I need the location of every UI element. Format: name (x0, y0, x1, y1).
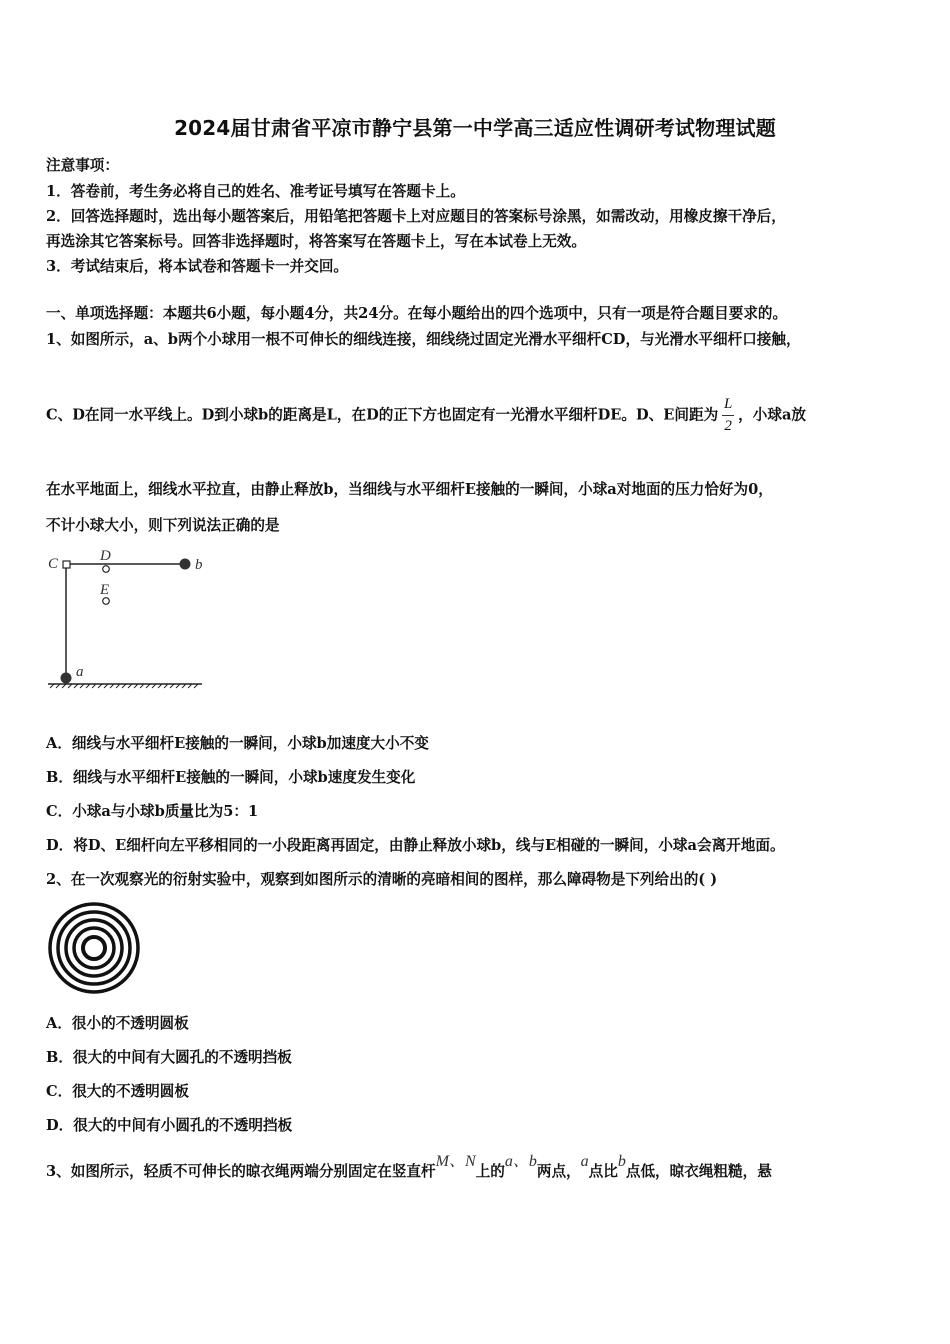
q3-text: 两点， (536, 1163, 581, 1180)
notice-item: 再选涂其它答案标号。回答非选择题时，将答案写在答题卡上，写在本试卷上无效。 (46, 233, 586, 250)
q3-text: 点比 (588, 1163, 618, 1180)
math-ab: a、b (504, 1153, 537, 1170)
q2-option-a: A．很小的不透明圆板 (46, 1015, 189, 1032)
q2-option-d: D．很大的中间有小圆孔的不透明挡板 (46, 1117, 293, 1134)
q2-stem: 2、在一次观察光的衍射实验中，观察到如图所示的清晰的亮暗相间的图样，那么障碍物是下列给出的( ) (46, 871, 718, 888)
q2-option-b: B．很大的中间有大圆孔的不透明挡板 (46, 1049, 292, 1066)
q1-stem-line: 1、如图所示，a、b两个小球用一根不可伸长的细线连接，细线绕过固定光滑水平细杆CD，与光滑水平细杆口接触， (46, 331, 801, 348)
math-a: a (580, 1153, 589, 1170)
q3-stem-line (46, 1153, 772, 1181)
notice-item: 3．考试结束后，将本试卷和答题卡一并交回。 (46, 258, 349, 275)
section-heading: 一、单项选择题：本题共6小题，每小题4分，共24分。在每小题给出的四个选项中，只有一项是符合题目要求的。 (46, 305, 788, 322)
label-b: b (195, 557, 203, 573)
ball-a (61, 673, 72, 684)
q1-option-a: A．细线与水平细杆E接触的一瞬间，小球b加速度大小不变 (46, 735, 429, 752)
fraction-l-over-2 (722, 396, 734, 435)
notice-item: 2．回答选择题时，选出每小题答案后，用铅笔把答题卡上对应题目的答案标号涂黑，如需改动，用橡皮擦干净后， (46, 208, 786, 225)
q1-stem-line (46, 396, 806, 435)
label-d: D (100, 548, 111, 564)
q1-text: C、D在同一水平线上。D到小球b的距离是L，在D的正下方也固定有一光滑水平细杆DE。D、E间距为 (46, 406, 719, 424)
math-b: b (617, 1153, 626, 1170)
q3-text: 3、如图所示，轻质不可伸长的晾衣绳两端分别固定在竖直杆 (46, 1163, 436, 1180)
q1-option-c: C．小球a与小球b质量比为5：1 (46, 803, 259, 820)
frac-numerator: L (724, 396, 733, 412)
rod-c (63, 561, 70, 568)
q3-text: 点低，晾衣绳粗糙，悬 (625, 1163, 772, 1180)
rod-e (103, 598, 110, 605)
q1-text: ，小球a放 (738, 406, 807, 424)
label-a: a (76, 664, 84, 680)
page-title: 2024届甘肃省平凉市静宁县第一中学高三适应性调研考试物理试题 (174, 116, 776, 140)
q1-stem-line: 在水平地面上，细线水平拉直，由静止释放b，当细线与水平细杆E接触的一瞬间，小球a对地面的压力恰好为0， (46, 481, 773, 498)
q1-stem-line: 不计小球大小，则下列说法正确的是 (46, 517, 280, 534)
q1-option-b: B．细线与水平细杆E接触的一瞬间，小球b速度发生变化 (46, 769, 416, 786)
math-mn: M、N (435, 1153, 476, 1170)
notice-item: 1．答卷前，考生务必将自己的姓名、准考证号填写在答题卡上。 (46, 183, 465, 200)
q1-figure (44, 548, 214, 696)
diffraction-pattern-figure (46, 900, 142, 996)
label-e: E (100, 582, 110, 598)
q3-text: 上的 (475, 1163, 505, 1180)
notice-heading: 注意事项： (46, 157, 119, 174)
q1-option-d: D．将D、E细杆向左平移相同的一小段距离再固定，由静止释放小球b，线与E相碰的一瞬间，小球a会离开地面。 (46, 837, 785, 854)
rod-d (103, 566, 110, 573)
q2-option-c: C．很大的不透明圆板 (46, 1083, 189, 1100)
frac-denominator: 2 (724, 418, 732, 434)
label-c: C (48, 556, 59, 572)
ball-b (180, 559, 191, 570)
